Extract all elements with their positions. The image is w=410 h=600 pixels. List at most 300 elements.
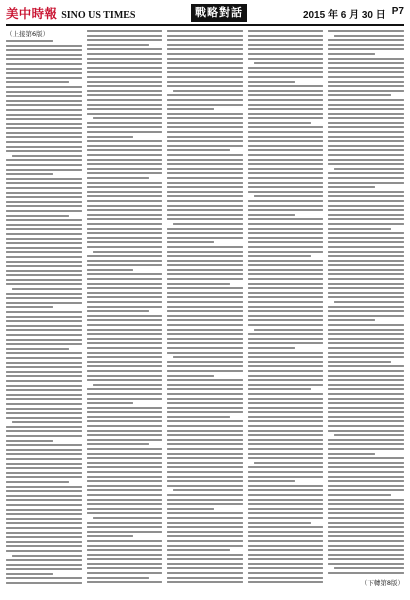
text-line-placeholder: [328, 283, 404, 285]
text-line-placeholder: [87, 581, 163, 583]
text-line-placeholder: [167, 411, 243, 413]
text-line-placeholder: [167, 535, 243, 537]
text-line-placeholder: [328, 228, 391, 230]
text-line-placeholder: [167, 476, 243, 478]
text-line-placeholder: [6, 127, 82, 129]
text-line-placeholder: [248, 508, 324, 510]
text-line-placeholder: [173, 223, 243, 225]
text-line-placeholder: [328, 471, 404, 473]
text-line-placeholder: [328, 186, 375, 188]
text-line-placeholder: [328, 333, 404, 335]
text-line-placeholder: [328, 278, 404, 280]
text-line-placeholder: [87, 466, 163, 468]
text-line-placeholder: [87, 567, 163, 569]
text-line-placeholder: [248, 81, 295, 83]
text-line-placeholder: [248, 205, 324, 207]
text-line-placeholder: [87, 499, 163, 501]
text-line-placeholder: [6, 159, 82, 161]
text-line-placeholder: [248, 223, 324, 225]
text-line-placeholder: [6, 136, 82, 138]
text-line-placeholder: [167, 347, 243, 349]
text-line-placeholder: [328, 214, 404, 216]
text-line-placeholder: [167, 581, 243, 583]
text-line-placeholder: [328, 545, 404, 547]
text-line-placeholder: [167, 44, 243, 46]
text-line-placeholder: [87, 453, 163, 455]
text-line-placeholder: [87, 402, 134, 404]
text-line-placeholder: [6, 408, 82, 410]
text-line-placeholder: [87, 315, 163, 317]
text-line-placeholder: [248, 168, 324, 170]
text-line-placeholder: [328, 361, 391, 363]
text-line-placeholder: [87, 214, 163, 216]
text-line-placeholder: [248, 251, 324, 253]
text-line-placeholder: [6, 261, 82, 263]
text-line-placeholder: [167, 384, 243, 386]
text-line-placeholder: [248, 76, 324, 78]
text-line-placeholder: [6, 559, 82, 561]
text-line-placeholder: [248, 44, 324, 46]
text-line-placeholder: [328, 58, 404, 60]
text-line-placeholder: [328, 209, 404, 211]
text-line-placeholder: [167, 140, 243, 142]
text-line-placeholder: [248, 315, 324, 317]
text-line-placeholder: [167, 81, 243, 83]
text-line-placeholder: [167, 503, 243, 505]
text-line-placeholder: [248, 476, 324, 478]
text-line-placeholder: [87, 508, 163, 510]
text-line-placeholder: [167, 154, 243, 156]
text-line-placeholder: [6, 440, 53, 442]
text-line-placeholder: [328, 411, 404, 413]
text-line-placeholder: [6, 118, 82, 120]
text-line-placeholder: [6, 481, 69, 483]
text-line-placeholder: [248, 393, 324, 395]
text-line-placeholder: [248, 526, 324, 528]
text-line-placeholder: [328, 44, 404, 46]
text-line-placeholder: [248, 471, 324, 473]
text-line-placeholder: [6, 86, 82, 88]
text-line-placeholder: [328, 113, 404, 115]
text-line-placeholder: [87, 255, 163, 257]
text-line-placeholder: [87, 223, 163, 225]
text-line-placeholder: [328, 356, 404, 358]
text-line-placeholder: [248, 416, 324, 418]
text-line-placeholder: [6, 265, 82, 267]
text-line-placeholder: [87, 172, 163, 174]
text-line-placeholder: [167, 296, 243, 298]
article-column-4: [248, 30, 324, 588]
text-line-placeholder: [6, 219, 82, 221]
article-column-1: [6, 30, 82, 588]
text-line-placeholder: [248, 324, 324, 326]
text-line-placeholder: [248, 581, 324, 583]
text-line-placeholder: [167, 126, 243, 128]
text-line-placeholder: [6, 141, 82, 143]
text-line-placeholder: [248, 535, 324, 537]
text-line-placeholder: [248, 283, 324, 285]
article-column-5: [328, 30, 404, 588]
text-line-placeholder: [328, 306, 404, 308]
text-line-placeholder: [254, 195, 324, 197]
text-line-placeholder: [6, 582, 82, 584]
text-line-placeholder: [87, 218, 163, 220]
text-line-placeholder: [87, 545, 163, 547]
text-line-placeholder: [167, 191, 243, 193]
text-line-placeholder: [87, 407, 163, 409]
text-line-placeholder: [87, 99, 163, 101]
text-line-placeholder: [248, 228, 324, 230]
masthead-rule: [6, 24, 404, 26]
text-line-placeholder: [328, 466, 404, 468]
text-line-placeholder: [248, 540, 324, 542]
text-line-placeholder: [6, 394, 82, 396]
text-line-placeholder: [87, 430, 163, 432]
text-line-placeholder: [248, 453, 324, 455]
text-line-placeholder: [328, 205, 404, 207]
article-column-3: [167, 30, 243, 588]
text-line-placeholder: [328, 531, 404, 533]
text-line-placeholder: [248, 310, 324, 312]
text-line-placeholder: [248, 563, 324, 565]
text-line-placeholder: [87, 104, 163, 106]
text-line-placeholder: [87, 90, 163, 92]
continued-from-marker: （上接第6版）: [6, 30, 50, 38]
text-line-placeholder: [87, 356, 163, 358]
text-line-placeholder: [167, 58, 243, 60]
text-line-placeholder: [248, 379, 324, 381]
text-line-placeholder: [248, 113, 324, 115]
text-line-placeholder: [87, 177, 150, 179]
text-line-placeholder: [6, 380, 82, 382]
text-line-placeholder: [167, 283, 230, 285]
text-line-placeholder: [248, 356, 324, 358]
text-line-placeholder: [167, 471, 243, 473]
text-line-placeholder: [87, 108, 163, 110]
text-line-placeholder: [328, 554, 404, 556]
text-line-placeholder: [167, 269, 243, 271]
text-line-placeholder: [328, 30, 404, 32]
text-line-placeholder: [6, 81, 69, 83]
text-line-placeholder: [6, 329, 82, 331]
text-line-placeholder: [328, 195, 404, 197]
text-line-placeholder: [328, 402, 404, 404]
text-line-placeholder: [6, 49, 82, 51]
text-line-placeholder: [328, 476, 404, 478]
text-line-placeholder: [6, 458, 82, 460]
dateline: [303, 6, 404, 21]
text-line-placeholder: [248, 131, 324, 133]
text-line-placeholder: [87, 310, 150, 312]
text-line-placeholder: [248, 333, 324, 335]
text-line-placeholder: [248, 512, 324, 514]
text-line-placeholder: [248, 35, 324, 37]
text-line-placeholder: [6, 371, 82, 373]
text-line-placeholder: [328, 329, 404, 331]
text-line-placeholder: [6, 104, 82, 106]
text-line-placeholder: [87, 126, 163, 128]
text-line-placeholder: [173, 90, 243, 92]
text-line-placeholder: [328, 122, 404, 124]
text-line-placeholder: [6, 68, 82, 70]
text-line-placeholder: [248, 572, 324, 574]
text-line-placeholder: [6, 522, 82, 524]
text-line-placeholder: [328, 246, 404, 248]
text-line-placeholder: [167, 453, 243, 455]
text-line-placeholder: [328, 255, 404, 257]
text-line-placeholder: [328, 439, 404, 441]
text-line-placeholder: [248, 117, 324, 119]
text-line-placeholder: [6, 283, 82, 285]
text-line-placeholder: [6, 495, 82, 497]
text-line-placeholder: [6, 564, 82, 566]
text-line-placeholder: [6, 228, 82, 230]
text-line-placeholder: [328, 232, 404, 234]
text-line-placeholder: [328, 347, 404, 349]
text-line-placeholder: [167, 260, 243, 262]
text-line-placeholder: [6, 550, 82, 552]
text-line-placeholder: [248, 145, 324, 147]
text-line-placeholder: [248, 434, 324, 436]
text-line-placeholder: [248, 191, 324, 193]
text-line-placeholder: [6, 472, 82, 474]
text-line-placeholder: [167, 398, 243, 400]
text-line-placeholder: [328, 379, 404, 381]
text-line-placeholder: [248, 200, 324, 202]
text-line-placeholder: [328, 522, 404, 524]
text-line-placeholder: [6, 541, 82, 543]
text-line-placeholder: [248, 398, 324, 400]
text-line-placeholder: [167, 53, 243, 55]
text-line-placeholder: [167, 425, 243, 427]
text-line-placeholder: [167, 388, 243, 390]
text-line-placeholder: [167, 35, 243, 37]
text-line-placeholder: [328, 223, 404, 225]
text-line-placeholder: [173, 356, 243, 358]
text-line-placeholder: [87, 361, 163, 363]
text-line-placeholder: [328, 563, 404, 565]
text-line-placeholder: [167, 200, 243, 202]
text-line-placeholder: [167, 407, 243, 409]
text-line-placeholder: [6, 201, 82, 203]
text-line-placeholder: [167, 434, 243, 436]
text-line-placeholder: [328, 237, 404, 239]
text-line-placeholder: [248, 402, 324, 404]
text-line-placeholder: [87, 522, 163, 524]
text-line-placeholder: [328, 453, 375, 455]
text-line-placeholder: [167, 558, 243, 560]
text-line-placeholder: [328, 526, 404, 528]
text-line-placeholder: [6, 348, 69, 350]
text-line-placeholder: [167, 177, 243, 179]
brand-name-english: SINO US TIMES: [61, 10, 136, 21]
issue-date: 2015 年 6 月 30 日: [302, 10, 386, 21]
text-line-placeholder: [248, 149, 324, 151]
text-line-placeholder: [248, 232, 324, 234]
text-line-placeholder: [87, 85, 163, 87]
text-line-placeholder: [87, 443, 150, 445]
text-line-placeholder: [6, 196, 82, 198]
text-line-placeholder: [328, 485, 404, 487]
text-line-placeholder: [6, 293, 82, 295]
text-line-placeholder: [328, 535, 404, 537]
text-line-placeholder: [87, 81, 163, 83]
text-line-placeholder: [248, 425, 324, 427]
text-line-placeholder: [248, 108, 324, 110]
masthead: [6, 4, 404, 22]
text-line-placeholder: [87, 260, 163, 262]
text-line-placeholder: [248, 384, 324, 386]
text-line-placeholder: [6, 518, 82, 520]
text-line-placeholder: [87, 76, 163, 78]
text-line-placeholder: [248, 85, 324, 87]
text-line-placeholder: [328, 425, 404, 427]
text-line-placeholder: [87, 375, 163, 377]
text-line-placeholder: [6, 352, 82, 354]
text-line-placeholder: [328, 420, 404, 422]
text-line-placeholder: [167, 554, 243, 556]
text-line-placeholder: [87, 140, 163, 142]
text-line-placeholder: [87, 425, 163, 427]
text-line-placeholder: [6, 509, 82, 511]
text-line-placeholder: [87, 136, 134, 138]
text-line-placeholder: [6, 573, 53, 575]
text-line-placeholder: [167, 205, 243, 207]
text-line-placeholder: [328, 85, 404, 87]
text-line-placeholder: [334, 434, 404, 436]
text-line-placeholder: [6, 577, 82, 579]
text-line-placeholder: [248, 347, 295, 349]
text-line-placeholder: [87, 67, 163, 69]
text-line-placeholder: [248, 273, 324, 275]
text-line-placeholder: [87, 58, 163, 60]
text-line-placeholder: [87, 388, 163, 390]
text-line-placeholder: [248, 361, 324, 363]
text-line-placeholder: [328, 131, 404, 133]
text-line-placeholder: [328, 67, 404, 69]
text-line-placeholder: [248, 71, 324, 73]
text-line-placeholder: [248, 269, 324, 271]
text-line-placeholder: [328, 512, 404, 514]
text-line-placeholder: [6, 467, 82, 469]
text-line-placeholder: [167, 448, 243, 450]
text-line-placeholder: [6, 320, 82, 322]
text-line-placeholder: [328, 342, 404, 344]
text-line-placeholder: [248, 489, 324, 491]
text-line-placeholder: [248, 58, 324, 60]
text-line-placeholder: [248, 126, 324, 128]
text-line-placeholder: [87, 191, 163, 193]
text-line-placeholder: [248, 448, 324, 450]
text-line-placeholder: [167, 62, 243, 64]
text-line-placeholder: [87, 237, 163, 239]
text-line-placeholder: [87, 558, 163, 560]
text-line-placeholder: [6, 274, 82, 276]
text-line-placeholder: [6, 123, 82, 125]
text-line-placeholder: [87, 195, 163, 197]
text-line-placeholder: [167, 159, 243, 161]
text-line-placeholder: [6, 532, 82, 534]
text-line-placeholder: [248, 90, 324, 92]
text-line-placeholder: [167, 416, 230, 418]
text-line-placeholder: [6, 412, 82, 414]
text-line-placeholder: [6, 430, 82, 432]
text-line-placeholder: [93, 517, 163, 519]
text-line-placeholder: [167, 430, 243, 432]
text-line-placeholder: [6, 403, 82, 405]
text-line-placeholder: [167, 517, 243, 519]
text-line-placeholder: [87, 182, 163, 184]
text-line-placeholder: [167, 108, 214, 110]
text-line-placeholder: [248, 522, 311, 524]
text-line-placeholder: [328, 296, 404, 298]
text-line-placeholder: [87, 200, 163, 202]
text-line-placeholder: [167, 315, 243, 317]
text-line-placeholder: [87, 485, 163, 487]
text-line-placeholder: [248, 39, 324, 41]
text-line-placeholder: [248, 218, 324, 220]
text-line-placeholder: [328, 136, 404, 138]
text-line-placeholder: [87, 476, 163, 478]
text-line-placeholder: [87, 494, 163, 496]
text-line-placeholder: [248, 292, 324, 294]
text-line-placeholder: [328, 251, 404, 253]
text-line-placeholder: [167, 375, 214, 377]
text-line-placeholder: [6, 63, 82, 65]
text-line-placeholder: [328, 448, 404, 450]
text-line-placeholder: [6, 247, 82, 249]
text-line-placeholder: [167, 508, 214, 510]
text-line-placeholder: [87, 154, 163, 156]
text-line-placeholder: [167, 306, 243, 308]
text-line-placeholder: [87, 457, 163, 459]
text-line-placeholder: [167, 214, 243, 216]
text-line-placeholder: [328, 416, 404, 418]
text-line-placeholder: [87, 489, 163, 491]
text-line-placeholder: [167, 420, 243, 422]
text-line-placeholder: [6, 476, 82, 478]
text-line-placeholder: [87, 283, 163, 285]
text-line-placeholder: [248, 182, 324, 184]
text-line-placeholder: [87, 264, 163, 266]
text-line-placeholder: [6, 187, 82, 189]
text-line-placeholder: [87, 278, 163, 280]
text-line-placeholder: [167, 255, 243, 257]
text-line-placeholder: [6, 279, 82, 281]
text-line-placeholder: [328, 324, 404, 326]
text-line-placeholder: [6, 72, 82, 74]
text-line-placeholder: [167, 122, 243, 124]
text-line-placeholder: [173, 489, 243, 491]
text-line-placeholder: [167, 163, 243, 165]
text-line-placeholder: [248, 503, 324, 505]
text-line-placeholder: [248, 177, 324, 179]
text-line-placeholder: [6, 435, 82, 437]
text-line-placeholder: [248, 577, 324, 579]
text-line-placeholder: [6, 91, 82, 93]
text-line-placeholder: [248, 342, 324, 344]
text-line-placeholder: [248, 457, 324, 459]
text-line-placeholder: [248, 260, 324, 262]
text-line-placeholder: [167, 365, 243, 367]
text-line-placeholder: [6, 536, 82, 538]
text-line-placeholder: [6, 453, 82, 455]
text-line-placeholder: [87, 44, 150, 46]
text-line-placeholder: [328, 172, 404, 174]
text-line-placeholder: [167, 342, 243, 344]
text-line-placeholder: [87, 577, 150, 579]
text-line-placeholder: [248, 255, 311, 257]
